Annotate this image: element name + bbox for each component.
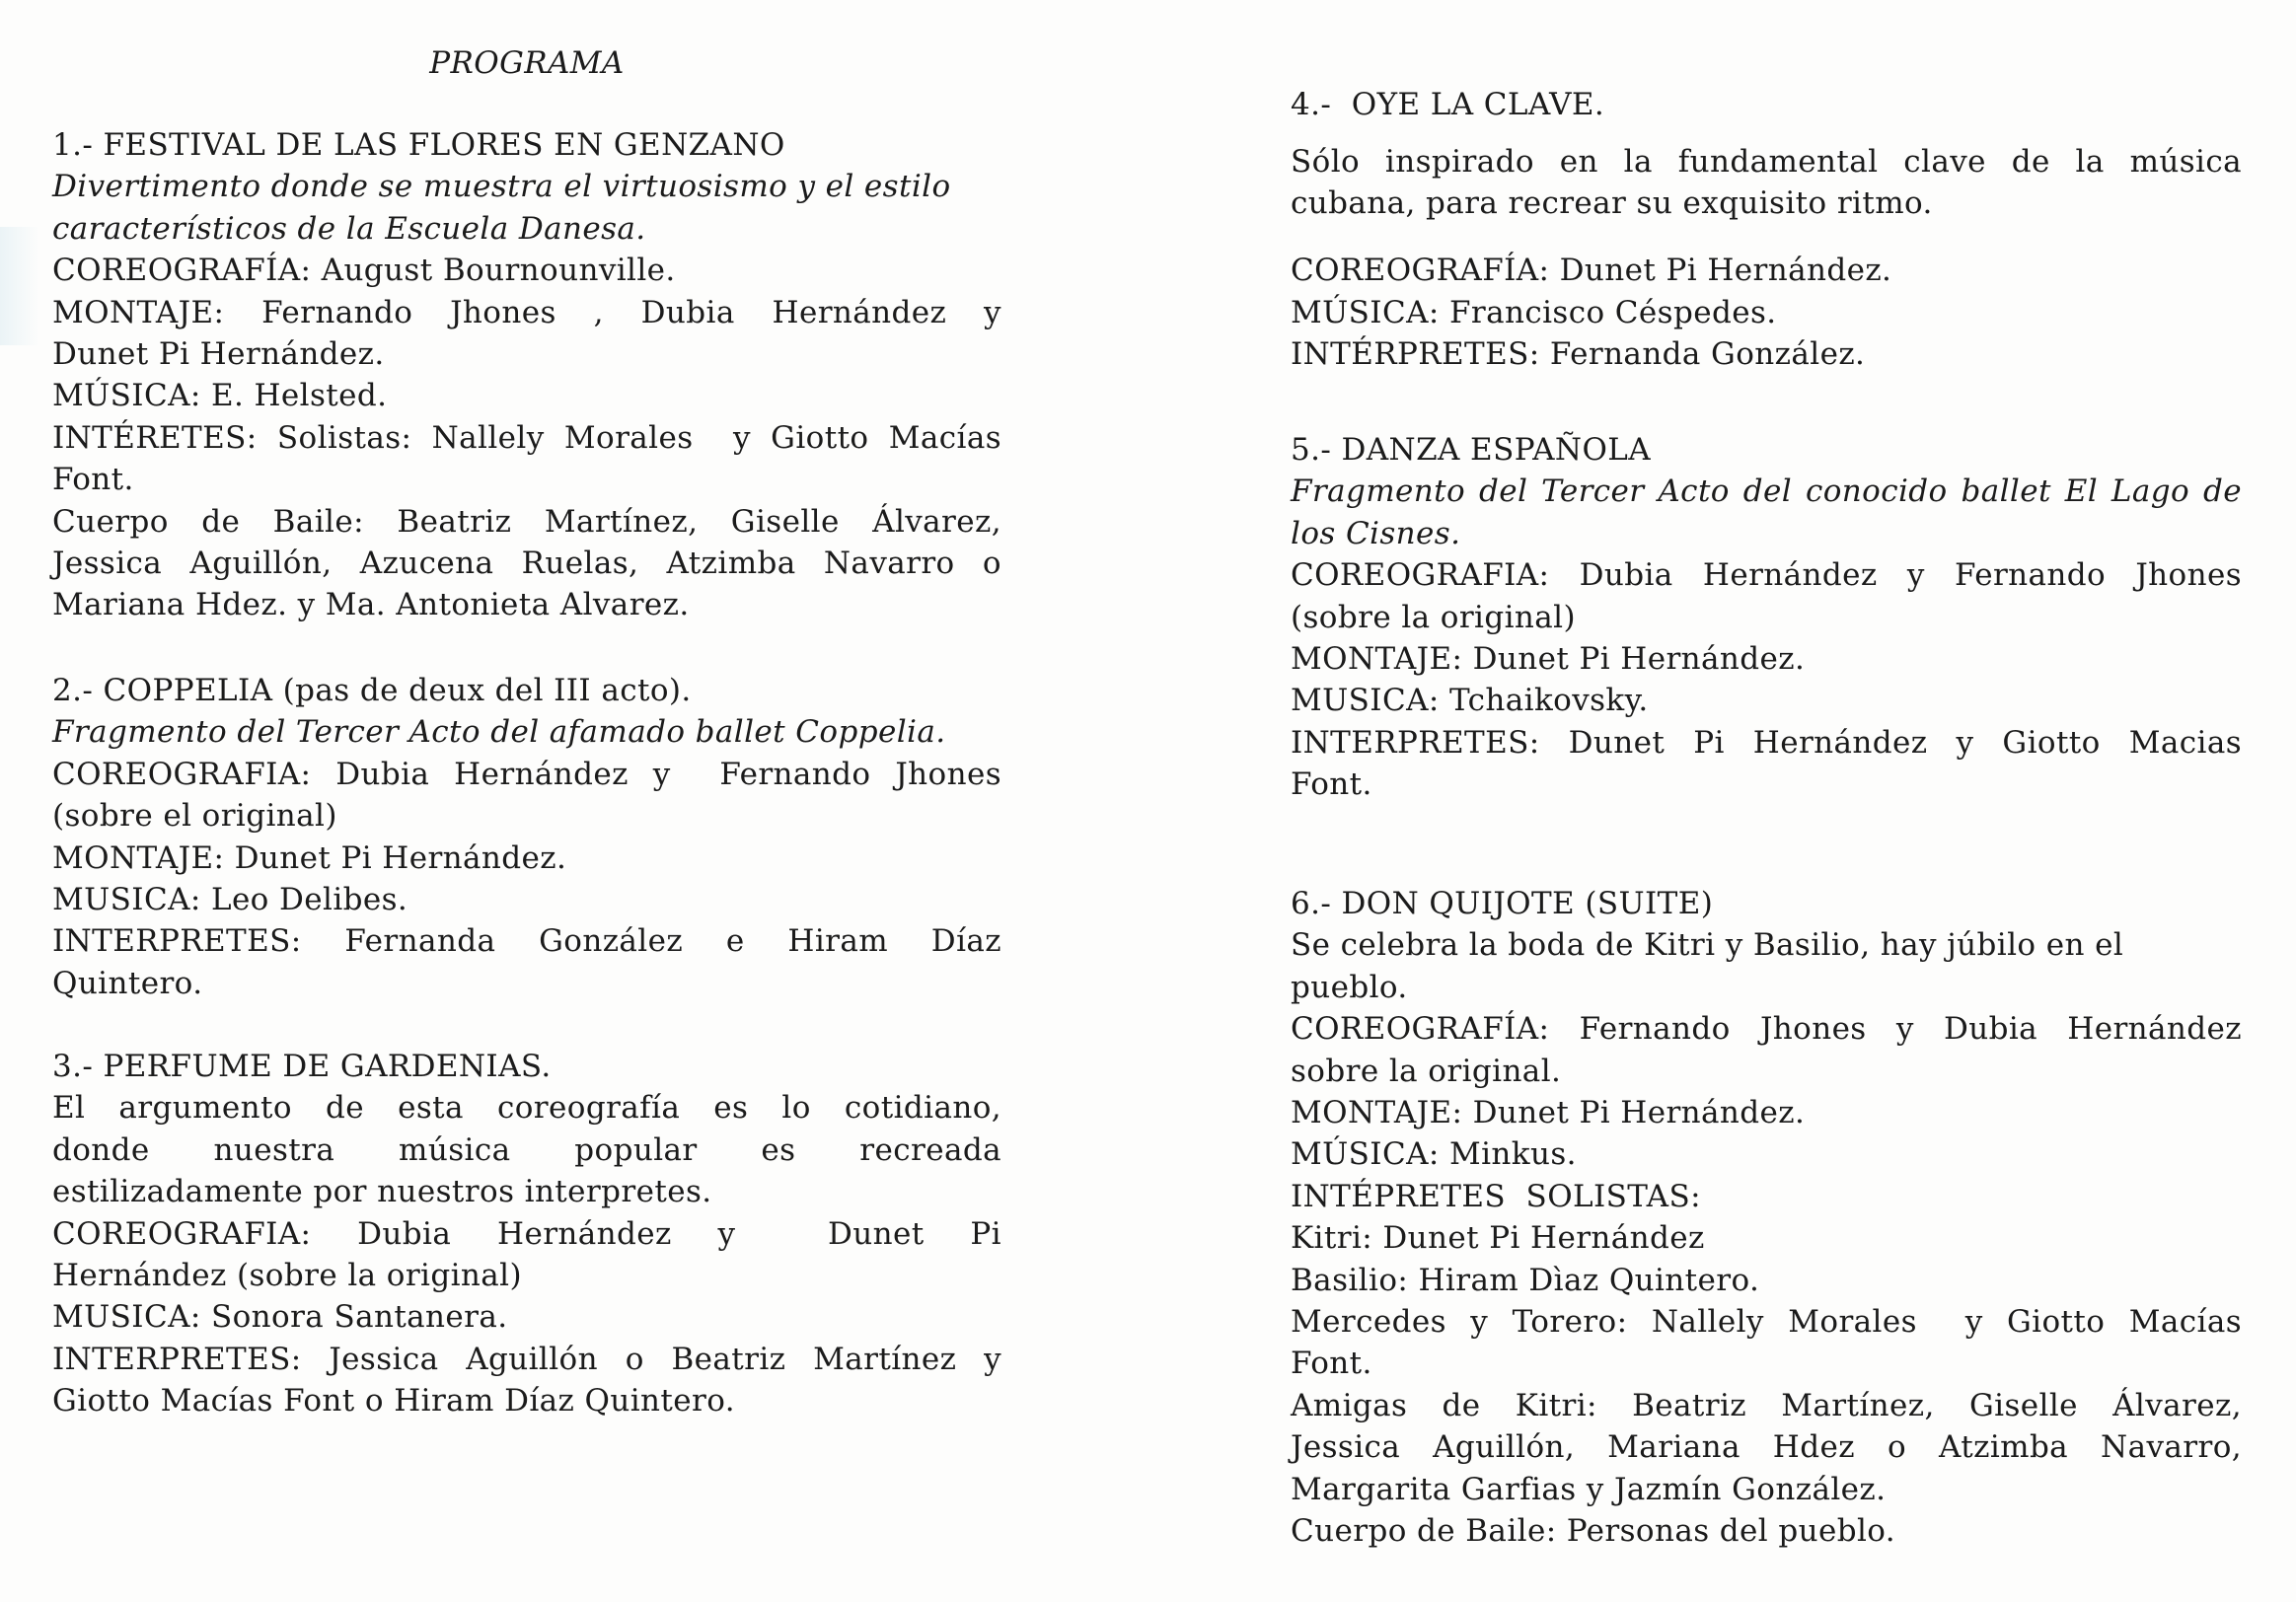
item-title bbox=[52, 124, 1001, 166]
item-credit-line-text: (sobre la original) bbox=[1291, 599, 1576, 635]
item-credit-line-text: Margarita Garfias y Jazmín González. bbox=[1291, 1471, 1887, 1507]
item-description-line-text: característicos de la Escuela Danesa. bbox=[52, 210, 646, 247]
item-credit-line bbox=[52, 1380, 1001, 1421]
item-credit-line-text: COREOGRAFIA: Dubia Hernández y Dunet Pi bbox=[52, 1215, 1001, 1252]
item-credit-line-text: INTERPRETES: Jessica Aguillón o Beatriz Martínez y bbox=[52, 1341, 1002, 1377]
item-credit-line-text: Mercedes y Torero: Nallely Morales y Giotto Macías bbox=[1291, 1304, 2243, 1340]
item-credit-line bbox=[1291, 1301, 2242, 1343]
item-credit-line-text: El argumento de esta coreografía es lo cotidiano, bbox=[52, 1090, 1002, 1127]
item-credit-line bbox=[1291, 182, 2242, 224]
item-credit-line bbox=[1291, 141, 2242, 182]
item-credit-line-text: MONTAJE: Dunet Pi Hernández. bbox=[1291, 641, 1806, 677]
item-credit-line bbox=[1291, 1343, 2242, 1384]
item-credit-line-text: COREOGRAFIA: Dubia Hernández y Fernando Jhones bbox=[52, 756, 1002, 792]
item-credit-line-text: Jessica Aguillón, Azucena Ruelas, Atzimba Navarro o bbox=[52, 546, 1001, 581]
item-credit-line bbox=[1291, 292, 2242, 333]
item-credit-line bbox=[1291, 1176, 2242, 1217]
item-credit-line bbox=[1291, 554, 2242, 596]
item-credit-line-text: MÚSICA: E. Helsted. bbox=[52, 378, 388, 414]
item-description-line-text: Divertimento donde se muestra el virtuosismo y el estilo bbox=[52, 169, 951, 205]
item-credit-line bbox=[52, 584, 1001, 625]
item-credit-line bbox=[52, 754, 1001, 795]
item-credit-line-text: Cuerpo de Baile: Beatriz Martínez, Giselle Álvarez, bbox=[52, 503, 1002, 540]
item-credit-line-text: MONTAJE: Dunet Pi Hernández. bbox=[52, 839, 567, 876]
item-credit-line bbox=[52, 1087, 1001, 1129]
item-credit-line bbox=[1291, 1510, 2242, 1552]
item-description-line-text: Fragmento del Tercer Acto del conocido ballet El Lago de bbox=[1291, 473, 2242, 510]
item-credit-line-text: (sobre el original) bbox=[52, 798, 337, 835]
item-credit-line-text: MUSICA: Sonora Santanera. bbox=[52, 1299, 508, 1336]
item-credit-line bbox=[52, 1296, 1001, 1338]
item-credit-line bbox=[1291, 924, 2242, 966]
item-credit-line-text: Font. bbox=[1291, 766, 1372, 803]
item-credit-line bbox=[52, 1339, 1001, 1380]
item-credit-line bbox=[1291, 722, 2242, 764]
item-description-line-text: Fragmento del Tercer Acto del afamado ballet Coppelia. bbox=[52, 714, 946, 751]
item-credit-line-text: MÚSICA: Francisco Céspedes. bbox=[1291, 295, 1777, 330]
item-credit-line-text: INTERPRETES: Dunet Pi Hernández y Giotto Macias bbox=[1291, 724, 2243, 761]
item-title-text: 2.- COPPELIA (pas de deux del III acto). bbox=[52, 673, 692, 708]
item-title-text: 3.- PERFUME DE GARDENIAS. bbox=[52, 1049, 552, 1084]
item-credit-line bbox=[52, 920, 1001, 962]
item-credit-line bbox=[52, 501, 1001, 543]
item-credit-line-text: COREOGRAFÍA: August Bournounville. bbox=[52, 253, 676, 289]
item-credit-line bbox=[1291, 1469, 2242, 1510]
item-credit-line bbox=[1291, 680, 2242, 721]
item-credit-line-text: COREOGRAFÍA: Dunet Pi Hernández. bbox=[1291, 253, 1892, 288]
item-credit-line-text: Font. bbox=[52, 462, 134, 498]
item-credit-line-text: Sólo inspirado en la fundamental clave de la música bbox=[1291, 144, 2243, 180]
item-credit-line-text: Dunet Pi Hernández. bbox=[52, 336, 385, 372]
item-title-text: 5.- DANZA ESPAÑOLA bbox=[1291, 432, 1652, 468]
item-title bbox=[1291, 883, 2242, 924]
item-credit-line bbox=[52, 417, 1001, 459]
item-credit-line bbox=[52, 879, 1001, 920]
item-credit-line bbox=[52, 1129, 1001, 1171]
item-credit-line-text: Cuerpo de Baile: Personas del pueblo. bbox=[1291, 1513, 1896, 1549]
item-description-line bbox=[52, 166, 1001, 207]
item-title bbox=[52, 670, 1001, 711]
item-credit-line-text: MUSICA: Leo Delibes. bbox=[52, 882, 408, 917]
left-column bbox=[52, 0, 1001, 1602]
item-credit-line-text: INTÉRPRETES: Fernanda González. bbox=[1291, 336, 1866, 372]
item-credit-line bbox=[52, 837, 1001, 879]
item-credit-line-text: Kitri: Dunet Pi Hernández bbox=[1291, 1220, 1705, 1257]
program-title-text: PROGRAMA bbox=[429, 45, 625, 81]
item-description-line bbox=[52, 711, 1001, 753]
item-credit-line bbox=[52, 250, 1001, 291]
item-credit-line bbox=[52, 963, 1001, 1004]
item-description-line bbox=[1291, 513, 2242, 554]
item-credit-line bbox=[52, 1171, 1001, 1212]
item-description-line bbox=[52, 208, 1001, 250]
item-credit-line bbox=[1291, 1217, 2242, 1259]
item-credit-line bbox=[1291, 597, 2242, 638]
item-credit-line-text: INTÉRETES: Solistas: Nallely Morales y Giotto Macías bbox=[52, 419, 1002, 456]
item-credit-line bbox=[1291, 1051, 2242, 1092]
item-credit-line bbox=[52, 1213, 1001, 1255]
item-credit-line bbox=[1291, 1260, 2242, 1301]
item-title-text: 1.- FESTIVAL DE LAS FLORES EN GENZANO bbox=[52, 127, 785, 163]
item-credit-line-text: cubana, para recrear su exquisito ritmo. bbox=[1291, 185, 1933, 221]
item-credit-line-text: MONTAJE: Fernando Jhones , Dubia Hernández y bbox=[52, 294, 1001, 330]
item-credit-line-text: INTERPRETES: Fernanda González e Hiram Díaz bbox=[52, 923, 1001, 960]
right-column bbox=[1291, 0, 2242, 1602]
item-credit-line bbox=[1291, 250, 2242, 291]
item-credit-line-text: INTÉPRETES SOLISTAS: bbox=[1291, 1178, 1701, 1214]
program-title bbox=[52, 42, 1001, 84]
item-credit-line bbox=[1291, 1092, 2242, 1133]
scan-artifact bbox=[0, 227, 39, 345]
item-credit-line-text: estilizadamente por nuestros interpretes. bbox=[52, 1174, 712, 1210]
item-credit-line-text: Se celebra la boda de Kitri y Basilio, hay júbilo en el bbox=[1291, 927, 2124, 964]
item-credit-line bbox=[1291, 333, 2242, 375]
item-credit-line bbox=[1291, 1426, 2242, 1468]
item-credit-line bbox=[1291, 1133, 2242, 1175]
item-credit-line-text: MÚSICA: Minkus. bbox=[1291, 1136, 1577, 1173]
item-title-text: 6.- DON QUIJOTE (SUITE) bbox=[1291, 886, 1714, 921]
item-credit-line-text: MONTAJE: Dunet Pi Hernández. bbox=[1291, 1095, 1806, 1130]
item-credit-line bbox=[52, 795, 1001, 837]
item-credit-line bbox=[1291, 1385, 2242, 1426]
item-credit-line-text: Giotto Macías Font o Hiram Díaz Quintero. bbox=[52, 1383, 735, 1420]
item-credit-line-text: Quintero. bbox=[52, 965, 203, 1001]
item-credit-line-text: Amigas de Kitri: Beatriz Martínez, Giselle Álvarez, bbox=[1291, 1387, 2242, 1423]
item-description-line bbox=[1291, 471, 2242, 512]
item-credit-line bbox=[52, 459, 1001, 500]
item-title bbox=[1291, 84, 2242, 125]
item-credit-line-text: Font. bbox=[1291, 1346, 1372, 1382]
item-credit-line bbox=[52, 1255, 1001, 1296]
item-title-text: 4.- OYE LA CLAVE. bbox=[1291, 87, 1605, 122]
item-credit-line-text: COREOGRAFÍA: Fernando Jhones y Dubia Hernández bbox=[1291, 1011, 2242, 1048]
item-title bbox=[52, 1046, 1001, 1087]
item-credit-line-text: pueblo. bbox=[1291, 969, 1408, 1005]
item-credit-line-text: sobre la original. bbox=[1291, 1053, 1562, 1089]
item-credit-line bbox=[52, 543, 1001, 584]
item-credit-line-text: COREOGRAFIA: Dubia Hernández y Fernando Jhones bbox=[1291, 557, 2242, 594]
item-credit-line bbox=[52, 333, 1001, 375]
item-title bbox=[1291, 429, 2242, 471]
item-credit-line bbox=[1291, 638, 2242, 680]
item-credit-line bbox=[1291, 764, 2242, 805]
item-credit-line-text: Mariana Hdez. y Ma. Antonieta Alvarez. bbox=[52, 587, 690, 623]
item-credit-line-text: MUSICA: Tchaikovsky. bbox=[1291, 683, 1649, 719]
item-credit-line bbox=[1291, 967, 2242, 1008]
item-credit-line-text: Basilio: Hiram Dìaz Quintero. bbox=[1291, 1262, 1760, 1298]
item-credit-line-text: Hernández (sobre la original) bbox=[52, 1258, 522, 1293]
item-credit-line bbox=[1291, 1008, 2242, 1050]
item-credit-line-text: donde nuestra música popular es recreada bbox=[52, 1131, 1001, 1168]
item-credit-line-text: Jessica Aguillón, Mariana Hdez o Atzimba Navarro, bbox=[1291, 1429, 2243, 1466]
item-credit-line bbox=[52, 375, 1001, 416]
item-description-line-text: los Cisnes. bbox=[1291, 515, 1461, 551]
item-credit-line bbox=[52, 292, 1001, 333]
